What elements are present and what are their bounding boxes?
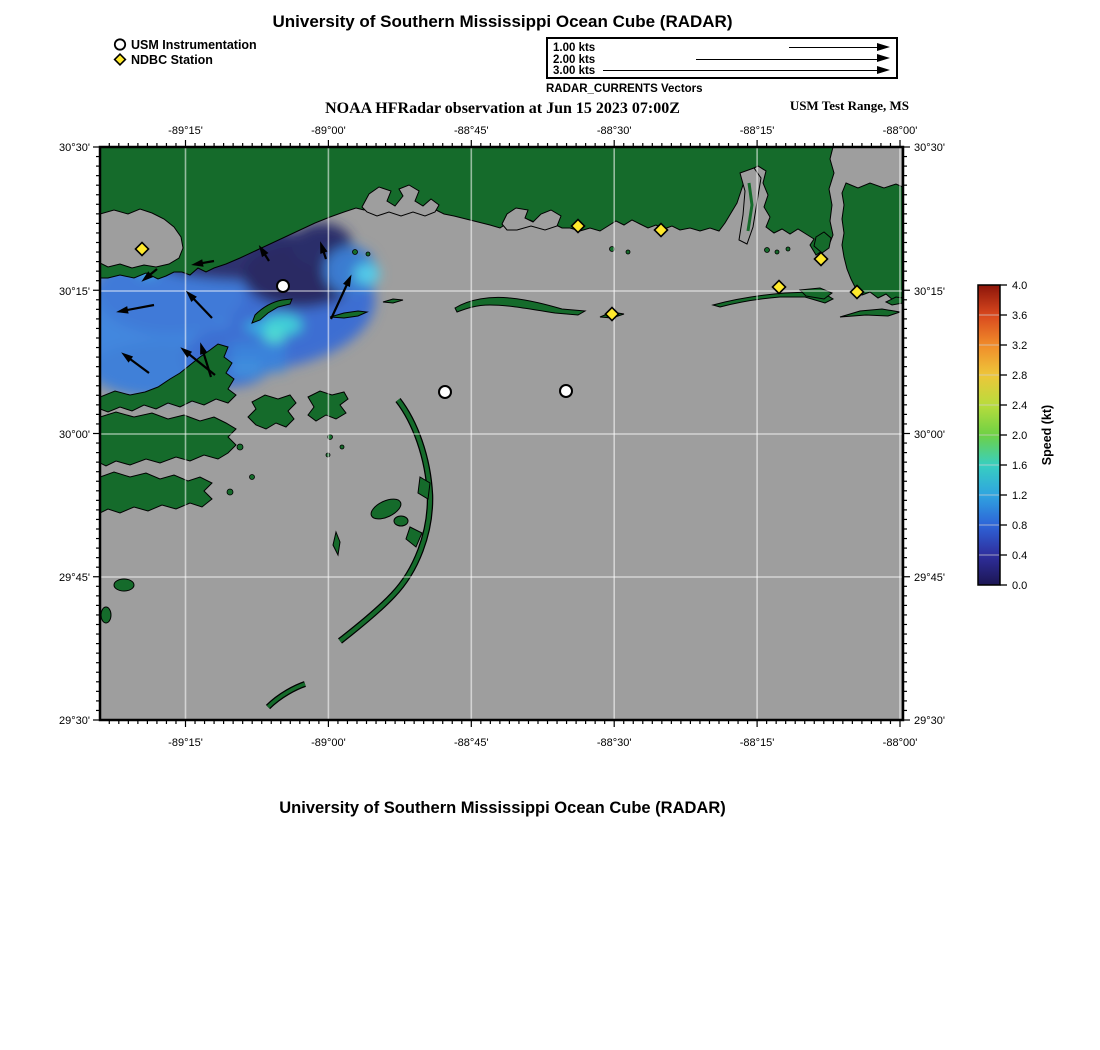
- map-legend: [112, 37, 257, 67]
- lat-tick-label: 30°15': [914, 286, 945, 298]
- marsh-4: [248, 395, 296, 429]
- marsh-bit-1: [114, 579, 134, 591]
- colorbar-tick-label: 0.0: [1012, 580, 1028, 592]
- colorbar-tick-label: 3.2: [1012, 340, 1028, 352]
- legend-label-ndbc: NDBC Station: [131, 52, 213, 67]
- vector-scale-box: [546, 37, 898, 79]
- scale-arrow-line: [603, 70, 877, 71]
- lon-tick-label: -88°00': [882, 125, 918, 137]
- colorbar-title: Speed (kt): [1040, 404, 1054, 466]
- lat-tick-label: 29°30': [59, 715, 90, 727]
- lat-tick-label: 29°45': [59, 572, 90, 584]
- arrowhead-icon: [877, 43, 890, 51]
- scale-label: 2.00 kts: [553, 53, 596, 66]
- lat-tick-label: 30°30': [59, 142, 90, 154]
- lon-tick-label: -88°45': [453, 737, 489, 749]
- speed-blob: [354, 263, 380, 285]
- scale-label: 3.00 kts: [553, 65, 596, 77]
- page-title: University of Southern Mississippi Ocean Cube (RADAR): [272, 12, 733, 31]
- colorbar-tick-label: 4.0: [1012, 280, 1028, 292]
- marsh-bit-2: [101, 607, 111, 623]
- arrowhead-icon: [877, 54, 890, 62]
- scale-row-3kt: [548, 65, 896, 77]
- lon-tick-label: -89°00': [311, 737, 346, 749]
- colorbar-tick-label: 1.6: [1012, 460, 1028, 472]
- marsh-2: [100, 412, 236, 466]
- lat-tick-label: 30°00': [59, 429, 90, 441]
- lon-tick-label: -88°15': [739, 737, 775, 749]
- scale-arrow-line: [789, 47, 877, 48]
- chandeleur-blob-2: [394, 516, 408, 526]
- lat-tick-label: 30°30': [914, 142, 945, 154]
- usm-station-marker: [560, 385, 572, 397]
- colorbar-tick-label: 1.2: [1012, 490, 1028, 502]
- lon-tick-label: -89°00': [311, 125, 346, 137]
- colorbar-tick-label: 2.8: [1012, 370, 1028, 382]
- diamond-icon: [112, 52, 128, 67]
- scale-label: 1.00 kts: [553, 42, 596, 54]
- colorbar-tick-label: 0.8: [1012, 520, 1028, 532]
- colorbar-tick-label: 0.4: [1012, 550, 1028, 562]
- usm-station-marker: [439, 386, 451, 398]
- lon-tick-label: -88°45': [453, 125, 489, 137]
- legend-item-ndbc: [112, 52, 257, 67]
- range-label: USM Test Range, MS: [789, 98, 909, 113]
- usm-station-marker: [277, 280, 289, 292]
- arrowhead-icon: [877, 66, 890, 74]
- scale-row-2kt: [548, 54, 896, 66]
- lat-tick-label: 30°15': [59, 286, 90, 298]
- legend-item-usm: [112, 37, 257, 52]
- colorbar: [978, 280, 1054, 592]
- lat-tick-label: 29°30': [914, 715, 945, 727]
- speed-blob: [230, 360, 260, 377]
- lon-tick-label: -88°15': [739, 125, 775, 137]
- vector-scale-caption: RADAR_CURRENTS Vectors: [546, 83, 703, 95]
- lon-tick-label: -88°00': [882, 737, 918, 749]
- colorbar-tick-label: 3.6: [1012, 310, 1028, 322]
- lon-tick-label: -88°30': [596, 125, 632, 137]
- circle-icon: [112, 37, 128, 52]
- footer-title: University of Southern Mississippi Ocean Cube (RADAR): [279, 799, 726, 817]
- colorbar-tick-label: 2.4: [1012, 400, 1028, 412]
- legend-label-usm: USM Instrumentation: [131, 37, 257, 52]
- lon-tick-label: -88°30': [596, 737, 632, 749]
- lon-tick-label: -89°15': [168, 125, 203, 137]
- observation-subtitle: NOAA HFRadar observation at Jun 15 2023 07:00Z: [325, 100, 680, 117]
- lon-tick-label: -89°15': [168, 737, 203, 749]
- scale-arrow-line: [696, 59, 877, 60]
- lat-tick-label: 29°45': [914, 572, 945, 584]
- scale-row-1kt: [548, 42, 896, 54]
- colorbar-tick-label: 2.0: [1012, 430, 1028, 442]
- lat-tick-label: 30°00': [914, 429, 945, 441]
